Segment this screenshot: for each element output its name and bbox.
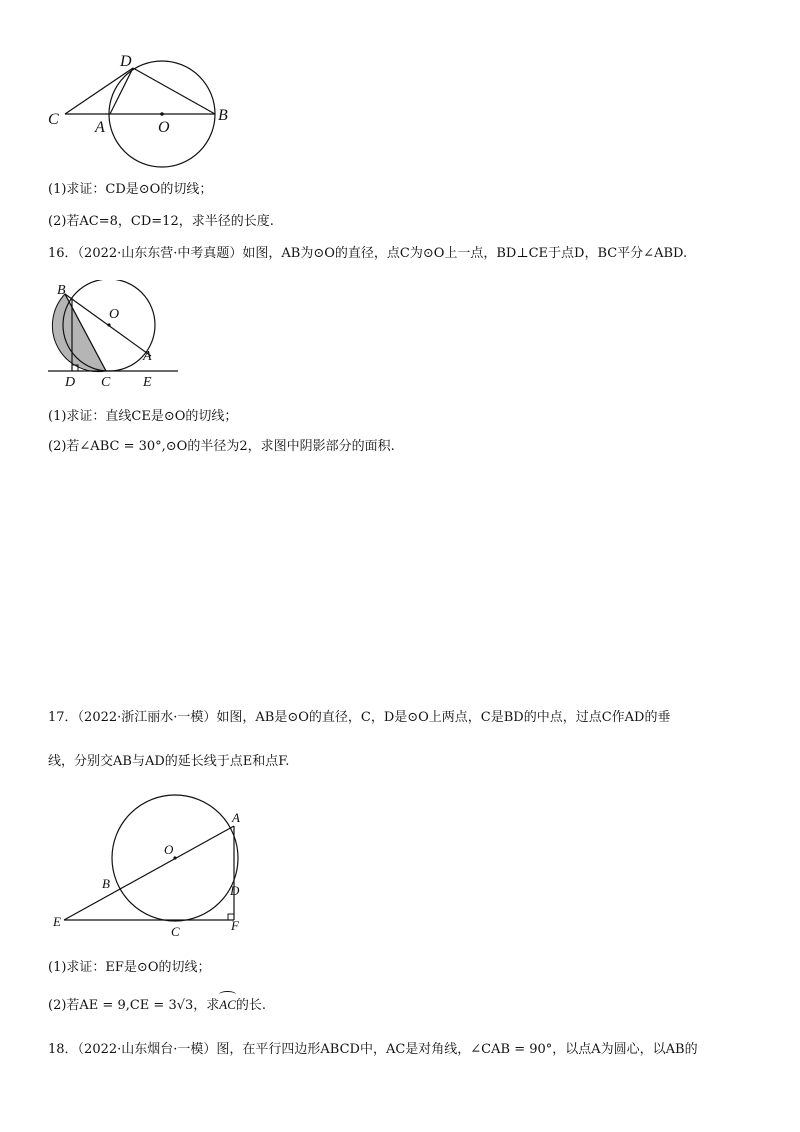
q16-label-o: O [109, 307, 120, 322]
q17-center-dot [173, 856, 176, 859]
q17-label-a: A [232, 810, 240, 825]
q16-label-b: B [57, 283, 66, 298]
q16-figure [45, 280, 185, 390]
q17-label-o: O [164, 842, 174, 857]
q16-sub2: (2)若∠ABC = 30°,⊙O的半径为2，求图中阴影部分的面积. [48, 439, 395, 454]
q15-label-a: A [95, 119, 105, 136]
q16-label-e: E [143, 375, 152, 390]
q15-label-b: B [218, 107, 228, 124]
q16-label-a: A [143, 349, 152, 364]
q15-center-dot [160, 112, 164, 116]
q17-label-f: F [231, 918, 239, 933]
q15-line-cd [65, 68, 133, 114]
q15-label-c: C [48, 111, 59, 128]
q17-sub1: (1)求证：EF是⊙O的切线； [48, 960, 211, 975]
q15-figure [40, 50, 250, 170]
q17-label-d: D [230, 883, 240, 898]
q16-sub1: (1)求证：直线CE是⊙O的切线； [48, 409, 238, 424]
q18-stem: 18．（2022·山东烟台·一模）图，在平行四边形ABCD中，AC是对角线，∠CAB = 90°，以点A为圆心，以AB的 [48, 1042, 698, 1057]
q15-sub1: (1)求证：CD是⊙O的切线； [48, 182, 213, 197]
q15-line-da [110, 68, 133, 114]
q17-line-ea [64, 826, 234, 920]
q17-label-e: E [53, 914, 61, 929]
q17-stem-line1: 17．（2022·浙江丽水·一模）如图，AB是⊙O的直径，C，D是⊙O上两点，C是BD的中点，过点C作AD的垂 [48, 710, 671, 725]
q17-label-c: C [171, 924, 180, 939]
q15-sub2: (2)若AC=8，CD=12，求半径的长度. [48, 214, 274, 229]
q16-center-dot [107, 323, 110, 326]
q15-label-d: D [120, 53, 132, 70]
q17-stem-line2: 线，分别交AB与AD的延长线于点E和点F. [48, 754, 290, 769]
q16-stem: 16．（2022·山东东营·中考真题）如图，AB为⊙O的直径，点C为⊙O上一点，BD⊥CE于点D，BC平分∠ABD. [48, 246, 688, 261]
q15-line-db [133, 68, 215, 114]
q17-label-b: B [102, 876, 110, 891]
q17-sub2-suffix: 的长. [235, 998, 267, 1013]
q17-sub2 [48, 995, 266, 1016]
q17-arc-ac: AC [219, 995, 236, 1015]
q16-label-d: D [65, 375, 76, 390]
q17-figure [50, 790, 270, 940]
q16-label-c: C [101, 375, 111, 390]
q17-sub2-prefix: (2)若AE = 9,CE = 3√3，求 [48, 998, 220, 1013]
q15-label-o: O [158, 119, 170, 136]
